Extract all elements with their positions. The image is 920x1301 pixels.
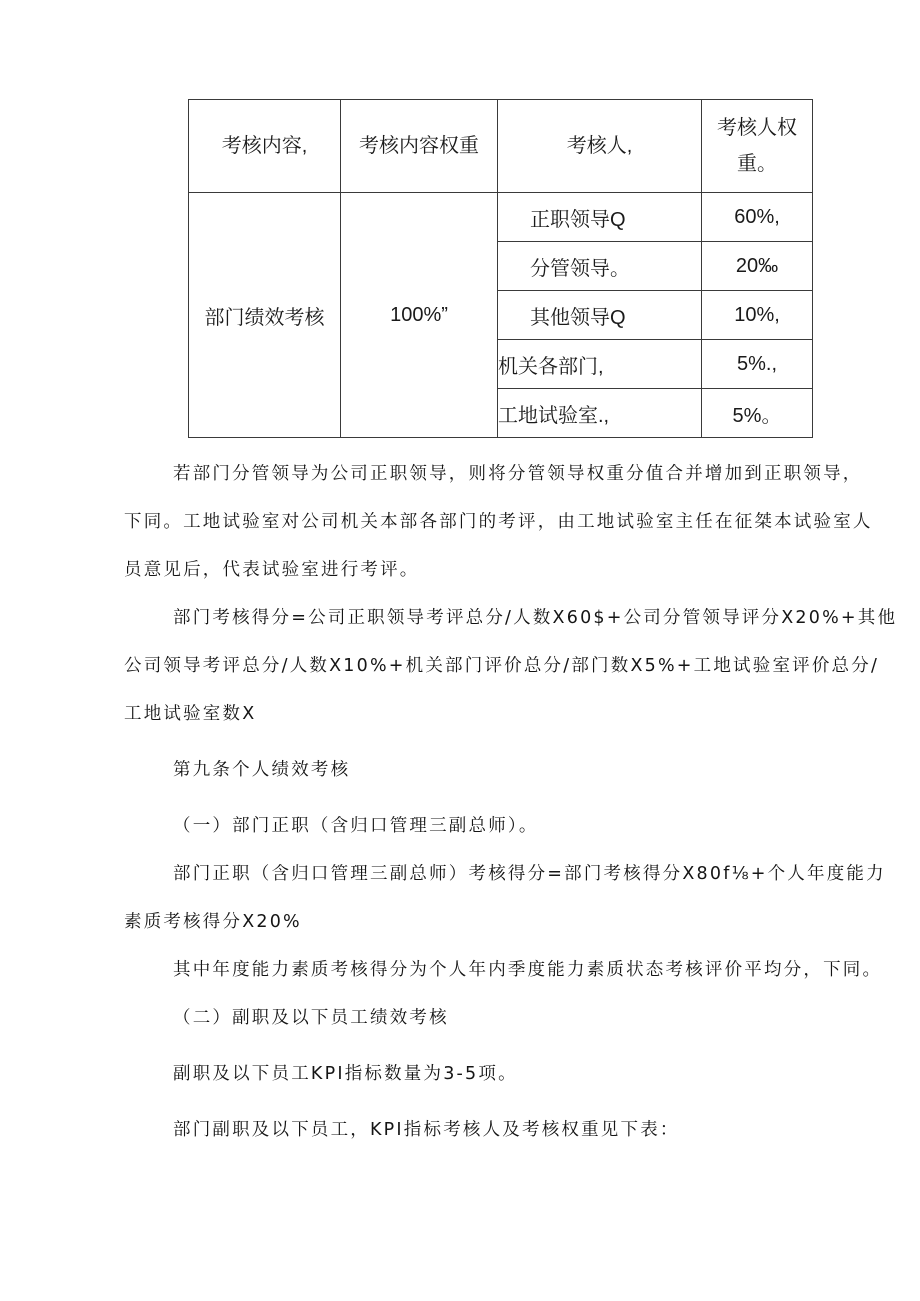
evaluator-cell: 分管领导。: [498, 242, 702, 291]
formula-line: 部门考核得分=公司正职领导考评总分/人数X60$+公司分管领导评分X20%+其他: [173, 608, 898, 628]
weight-table: [188, 99, 813, 438]
article-heading: 第九条个人绩效考核: [173, 760, 351, 780]
weight-cell: 10%,: [702, 291, 813, 340]
content-cell: 部门绩效考核: [189, 193, 341, 438]
weight-cell: 60%,: [702, 193, 813, 242]
formula-line: 素质考核得分X20%: [124, 912, 302, 932]
weight-cell: 20‰: [702, 242, 813, 291]
formula-line: 部门正职（含归口管理三副总师）考核得分=部门考核得分X80f⅛+个人年度能力: [173, 864, 886, 884]
header-content-weight: 考核内容权重: [341, 100, 498, 193]
weight-cell: 5%.,: [702, 340, 813, 389]
paragraph-line: 部门副职及以下员工，KPI指标考核人及考核权重见下表：: [173, 1120, 680, 1140]
paragraph-line: 副职及以下员工KPI指标数量为3-5项。: [173, 1064, 518, 1084]
section-heading: （一）部门正职（含归口管理三副总师）。: [173, 816, 539, 836]
formula-line: 工地试验室数X: [124, 704, 257, 724]
header-evaluator: 考核人,: [498, 100, 702, 193]
evaluator-cell: 工地试验室.,: [498, 389, 702, 438]
section-heading: （二）副职及以下员工绩效考核: [173, 1008, 449, 1028]
evaluator-cell: 机关各部门,: [498, 340, 702, 389]
header-content: 考核内容,: [189, 100, 341, 193]
formula-line: 公司领导考评总分/人数X10%+机关部门评价总分/部门数X5%+工地试验室评价总分/: [124, 656, 880, 676]
evaluator-cell: 其他领导Q: [498, 291, 702, 340]
content-weight-cell: 100%”: [341, 193, 498, 438]
header-evaluator-weight: 考核人权重。: [702, 100, 813, 193]
table-header-row: [189, 100, 813, 193]
weight-cell: 5%。: [702, 389, 813, 438]
paragraph-line: 其中年度能力素质考核得分为个人年内季度能力素质状态考核评价平均分，下同。: [173, 960, 883, 980]
paragraph-line: 员意见后，代表试验室进行考评。: [124, 560, 420, 580]
paragraph-line: 下同。工地试验室对公司机关本部各部门的考评，由工地试验室主任在征桀本试验室人: [124, 512, 873, 532]
paragraph-line: 若部门分管领导为公司正职领导，则将分管领导权重分值合并增加到正职领导，: [173, 464, 863, 484]
table-row: [189, 193, 813, 242]
evaluator-cell: 正职领导Q: [498, 193, 702, 242]
